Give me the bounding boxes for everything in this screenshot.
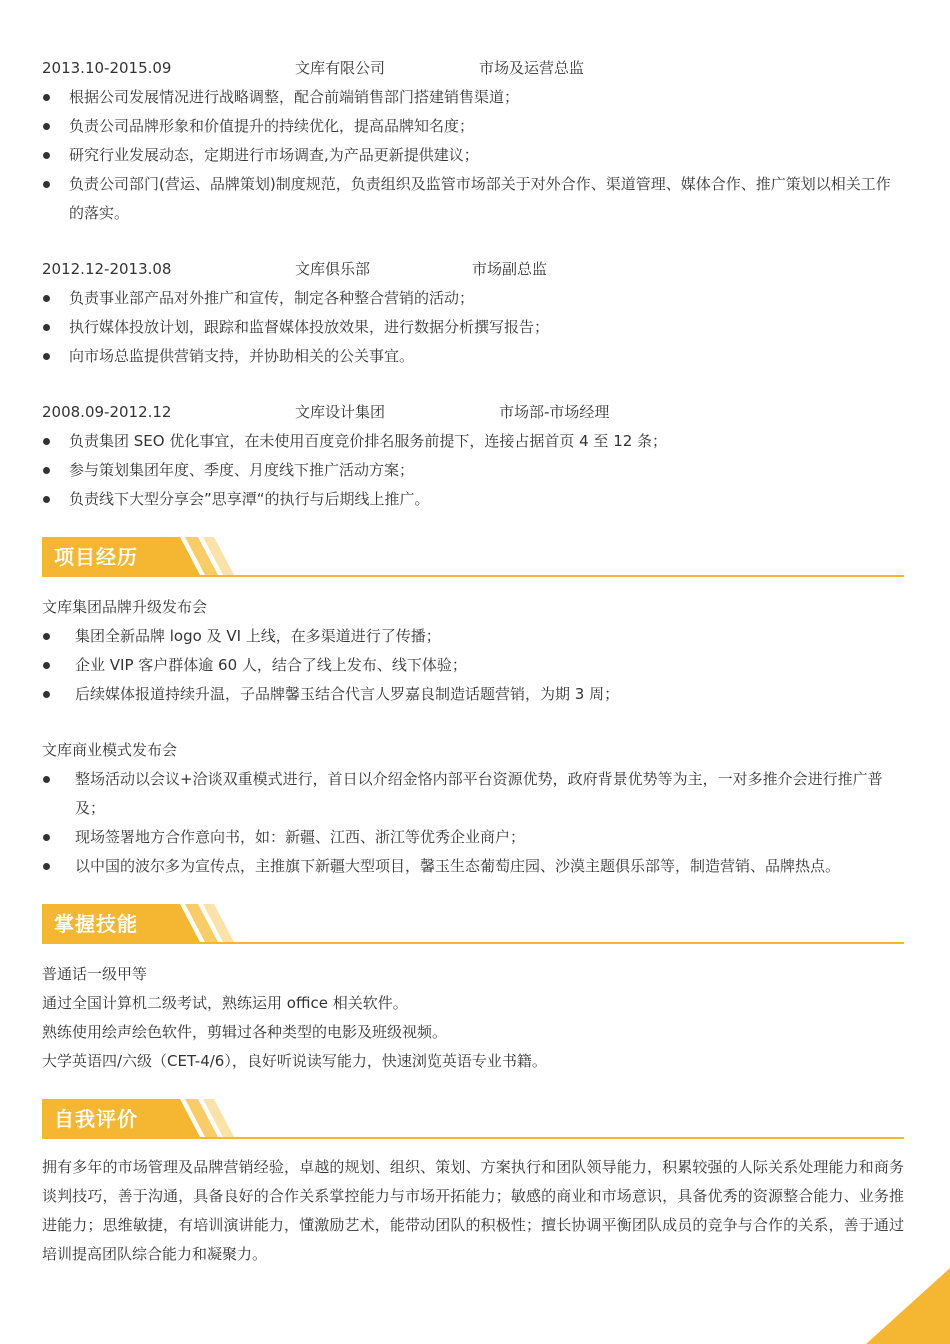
bullet-icon [43, 496, 50, 503]
project-item-text: 整场活动以会议+洽谈双重模式进行，首日以介绍金恪内部平台资源优势，政府背景优势等为主，一对多推介会进行推广普及； [75, 770, 883, 817]
section-divider [42, 1137, 904, 1139]
resume-page [42, 0, 904, 1269]
bullet-icon [43, 295, 50, 302]
bullet-icon [43, 181, 50, 188]
job-title: 市场部-市场经理 [499, 403, 610, 421]
project-item-text: 现场签署地方合作意向书，如：新疆、江西、浙江等优秀企业商户； [75, 828, 526, 846]
duty-text: 向市场总监提供营销支持，并协助相关的公关事宜。 [69, 347, 415, 365]
duty-text: 执行媒体投放计划，跟踪和监督媒体投放效果，进行数据分析撰写报告； [69, 318, 550, 336]
section-header-self-evaluation [42, 1099, 904, 1139]
job-company: 文库设计集团 [295, 403, 386, 421]
bullet-icon [43, 776, 50, 783]
project-item-text: 以中国的波尔多为宣传点，主推旗下新疆大型项目，馨玉生态葡萄庄园、沙漠主题俱乐部等，制造营销、品牌热点。 [75, 857, 841, 875]
job-period: 2008.09-2012.12 [42, 403, 172, 421]
project-name: 文库商业模式发布会 [42, 741, 178, 759]
list-item [42, 456, 904, 485]
list-item [42, 170, 904, 228]
duty-text: 负责线下大型分享会”思享潭“的执行与后期线上推广。 [69, 490, 430, 508]
job-company: 文库俱乐部 [295, 260, 371, 278]
bullet-icon [43, 324, 50, 331]
duty-text: 负责公司部门(营运、品牌策划)制度规范，负责组织及监管市场部关于对外合作、渠道管理、媒体合作、推广策划以相关工作的落实。 [69, 175, 891, 222]
section-divider [42, 575, 904, 577]
skill-item: 普通话一级甲等 [42, 965, 148, 983]
job-period: 2012.12-2013.08 [42, 260, 172, 278]
project-item-text: 集团全新品牌 logo 及 VI 上线，在多渠道进行了传播； [75, 627, 441, 645]
job-duties [42, 83, 904, 228]
list-item [42, 485, 904, 514]
project-entry [42, 593, 904, 709]
list-item [42, 651, 904, 680]
section-title: 掌握技能 [54, 912, 138, 936]
list-item [42, 823, 904, 852]
job-duties [42, 427, 904, 514]
job-header [42, 54, 904, 83]
skill-item: 通过全国计算机二级考试，熟练运用 office 相关软件。 [42, 994, 408, 1012]
bullet-icon [43, 152, 50, 159]
job-entry [42, 255, 904, 371]
bullet-icon [43, 691, 50, 698]
corner-decoration-icon [866, 1268, 950, 1344]
list-item [42, 765, 904, 823]
bullet-icon [43, 438, 50, 445]
job-duties [42, 284, 904, 371]
project-item-text: 企业 VIP 客户群体逾 60 人，结合了线上发布、线下体验； [75, 656, 467, 674]
duty-text: 参与策划集团年度、季度、月度线下推广活动方案； [69, 461, 415, 479]
duty-text: 负责公司品牌形象和价值提升的持续优化，提高品牌知名度； [69, 117, 475, 135]
bullet-icon [43, 633, 50, 640]
skill-item: 熟练使用绘声绘色软件，剪辑过各种类型的电影及班级视频。 [42, 1023, 448, 1041]
job-title: 市场副总监 [472, 260, 548, 278]
job-header [42, 255, 904, 284]
job-title: 市场及运营总监 [479, 59, 585, 77]
list-item [42, 141, 904, 170]
section-title: 自我评价 [54, 1107, 138, 1131]
self-evaluation-text: 拥有多年的市场管理及品牌营销经验，卓越的规划、组织、策划、方案执行和团队领导能力，积累较强的人际关系处理能力和商务谈判技巧，善于沟通，具备良好的合作关系掌控能力与市场开拓能力；敏感的商业和市场意识，具备优秀的资源整合能力、业务推进能力；思维敏捷，有培训演讲能力，懂激励艺术，能带动团队的积极性；擅长协调平衡团队成员的竞争与合作的关系，善于通过培训提高团队综合能力和凝聚力。 [42, 1158, 904, 1263]
bullet-icon [43, 863, 50, 870]
bullet-icon [43, 467, 50, 474]
duty-text: 根据公司发展情况进行战略调整，配合前端销售部门搭建销售渠道； [69, 88, 520, 106]
section-header-projects [42, 537, 904, 577]
list-item [42, 112, 904, 141]
bullet-icon [43, 834, 50, 841]
job-company: 文库有限公司 [295, 59, 386, 77]
list-item [42, 622, 904, 651]
job-entry [42, 54, 904, 228]
project-name: 文库集团品牌升级发布会 [42, 598, 208, 616]
skills-list [42, 960, 904, 1076]
list-item [42, 680, 904, 709]
bullet-icon [43, 94, 50, 101]
project-items [42, 765, 904, 881]
list-item [42, 313, 904, 342]
section-title: 项目经历 [54, 545, 138, 569]
project-entry [42, 736, 904, 881]
job-header [42, 398, 904, 427]
duty-text: 负责集团 SEO 优化事宜，在未使用百度竞价排名服务前提下，连接占据首页 4 至 12 条； [69, 432, 668, 450]
section-divider [42, 942, 904, 944]
project-item-text: 后续媒体报道持续升温，子品牌馨玉结合代言人罗嘉良制造话题营销，为期 3 周； [75, 685, 620, 703]
list-item [42, 83, 904, 112]
duty-text: 负责事业部产品对外推广和宣传，制定各种整合营销的活动； [69, 289, 475, 307]
list-item [42, 427, 904, 456]
bullet-icon [43, 353, 50, 360]
job-entry [42, 398, 904, 514]
list-item [42, 342, 904, 371]
project-items [42, 622, 904, 709]
bullet-icon [43, 662, 50, 669]
duty-text: 研究行业发展动态，定期进行市场调查,为产品更新提供建议； [69, 146, 479, 164]
skill-item: 大学英语四/六级（CET-4/6），良好听说读写能力，快速浏览英语专业书籍。 [42, 1052, 547, 1070]
list-item [42, 284, 904, 313]
job-period: 2013.10-2015.09 [42, 59, 172, 77]
list-item [42, 852, 904, 881]
section-header-skills [42, 904, 904, 944]
bullet-icon [43, 123, 50, 130]
